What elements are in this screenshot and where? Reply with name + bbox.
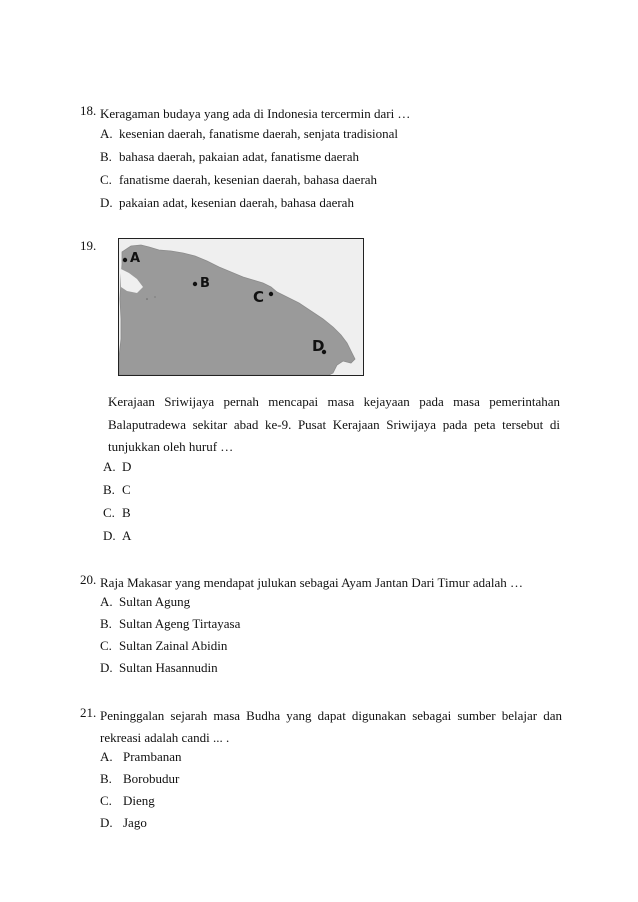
question-number: 19. [80,238,97,253]
option-text: Borobudur [123,771,180,786]
option-text: C [122,482,131,497]
option-letter: A. [100,749,113,764]
option-a[interactable] [100,749,181,765]
question-passage [108,391,560,459]
option-letter: C. [100,172,112,187]
marker-b-dot [193,282,197,286]
question-text: Raja Makasar yang mendapat julukan sebagai Ayam Jantan Dari Timur adalah … [100,575,524,590]
passage-line: Balaputradewa sekitar abad ke-9. Pusat Kerajaan Sriwijaya pada peta tersebut di [108,416,560,432]
option-letter: B. [100,149,112,164]
option-a[interactable] [100,126,398,142]
option-letter: B. [103,482,115,497]
option-letter: D. [100,195,113,210]
question-text: Peninggalan sejarah masa Budha yang dapat digunakan sebagai sumber belajar dan rekreasi adalah candi ... . [100,708,562,745]
option-text: A [122,528,132,543]
option-letter: A. [100,594,113,609]
option-b[interactable] [100,771,179,787]
passage-line: tunjukkan oleh huruf … [108,439,234,454]
question-number: 20. [80,572,97,587]
option-letter: B. [100,616,112,631]
option-d[interactable] [100,660,218,676]
option-text: Sultan Hasannudin [119,660,218,675]
option-text: B [122,505,131,520]
option-letter: C. [100,638,112,653]
option-d[interactable] [100,195,354,211]
option-d[interactable] [103,528,131,544]
option-b[interactable] [100,616,240,632]
option-text: bahasa daerah, pakaian adat, fanatisme daerah [119,149,360,164]
marker-a-dot [123,258,127,262]
option-text: fanatisme daerah, kesenian daerah, bahasa daerah [119,172,378,187]
option-text: Dieng [123,793,155,808]
option-text: pakaian adat, kesenian daerah, bahasa daerah [119,195,354,210]
option-b[interactable] [103,482,131,498]
question-number: 18. [80,103,97,118]
option-text: kesenian daerah, fanatisme daerah, senjata tradisional [119,126,399,141]
option-c[interactable] [100,172,377,188]
sumatra-map [118,238,364,376]
option-letter: D. [100,660,113,675]
question-number: 21. [80,705,97,720]
option-letter: C. [103,505,115,520]
option-c[interactable] [103,505,131,521]
marker-a-label: A [130,251,141,266]
question-text: Keragaman budaya yang ada di Indonesia tercermin dari … [100,106,411,121]
marker-c-label: C [253,288,265,306]
option-letter: D. [100,815,113,830]
option-d[interactable] [100,815,147,831]
option-a[interactable] [100,594,190,610]
option-letter: A. [103,459,116,474]
speck [146,298,148,300]
marker-d-label: D [312,337,325,355]
speck [154,296,155,297]
option-text: Sultan Agung [119,594,191,609]
option-letter: C. [100,793,112,808]
option-b[interactable] [100,149,359,165]
option-letter: B. [100,771,112,786]
option-letter: D. [103,528,116,543]
option-text: Prambanan [123,749,182,764]
option-text: Sultan Zainal Abidin [119,638,228,653]
option-c[interactable] [100,638,227,654]
option-text: D [122,459,132,474]
option-c[interactable] [100,793,155,809]
sumatra-island-icon [119,239,363,375]
marker-b-label: B [200,276,210,291]
marker-c-dot [269,292,273,296]
option-a[interactable] [103,459,131,475]
option-letter: A. [100,126,113,141]
option-text: Jago [123,815,147,830]
passage-line: Kerajaan Sriwijaya pernah mencapai masa kejayaan pada masa pemerintahan [108,394,560,409]
option-text: Sultan Ageng Tirtayasa [119,616,241,631]
